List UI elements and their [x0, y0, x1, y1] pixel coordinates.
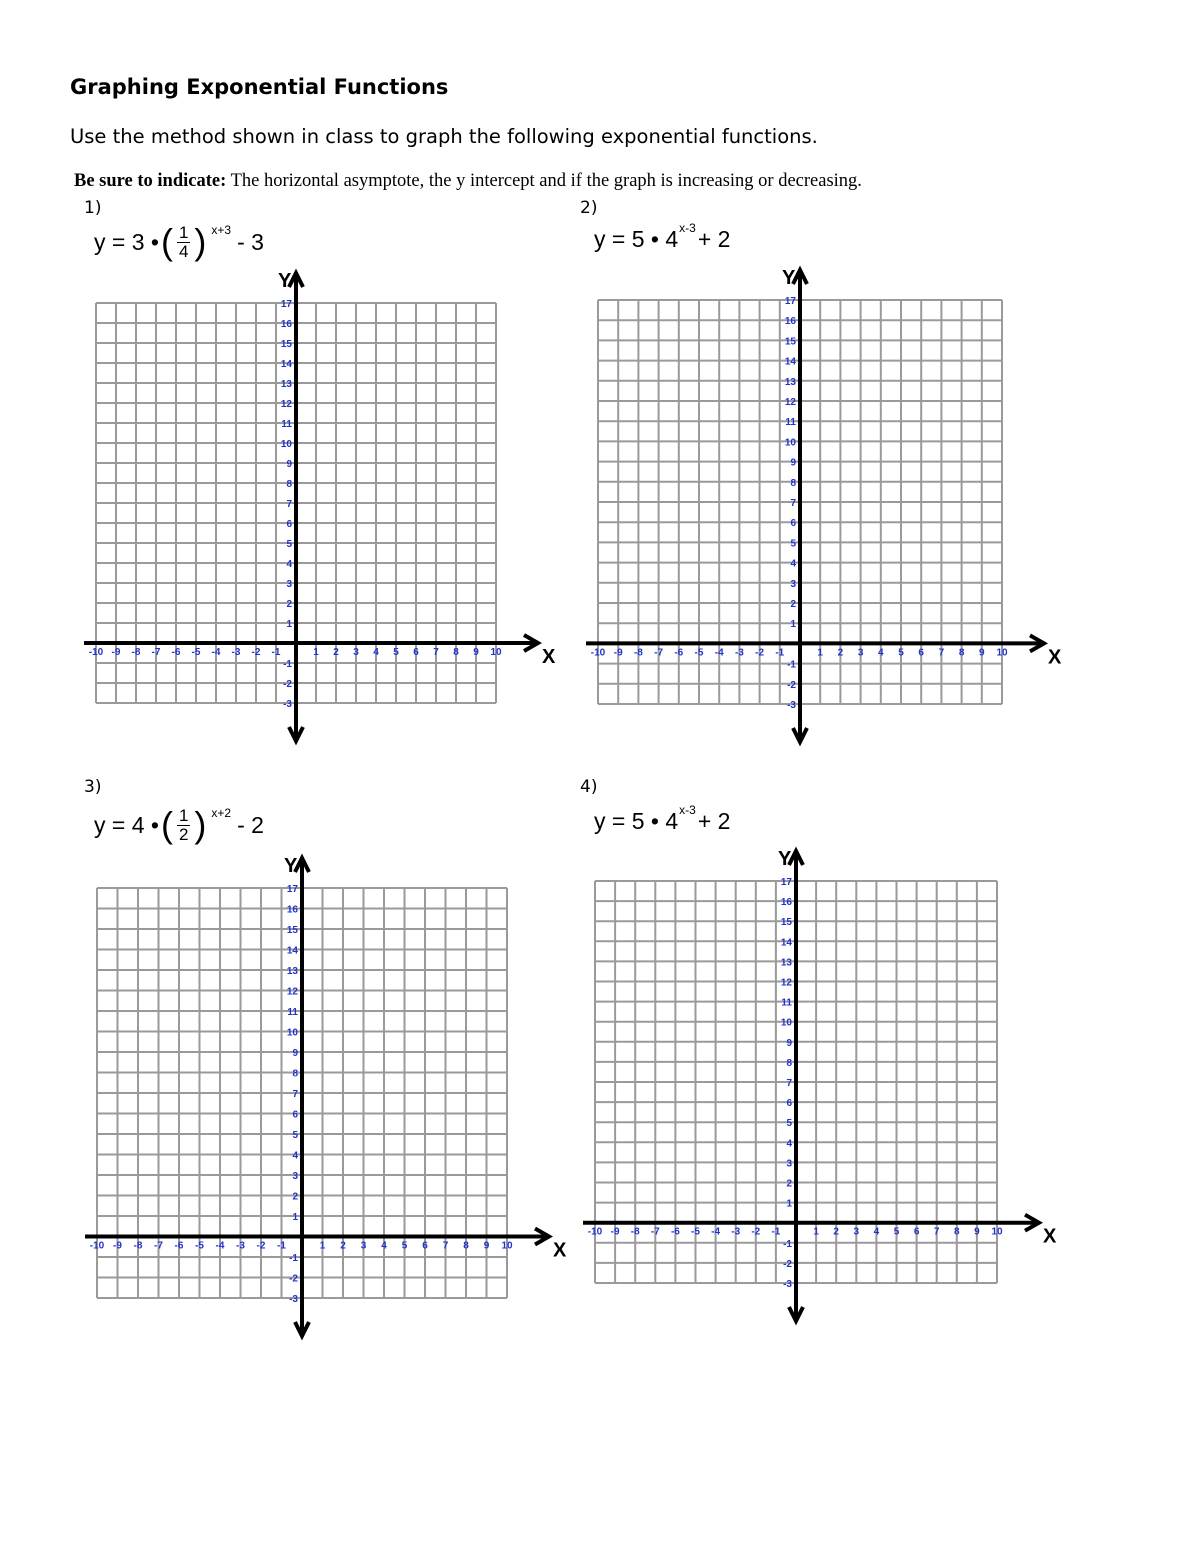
y-tick-label: -2 [783, 1258, 792, 1270]
y-tick-label: 13 [280, 379, 292, 390]
y-tick-label: 9 [292, 1048, 298, 1059]
x-tick-label: 10 [501, 1240, 513, 1252]
x-tick-label: 9 [974, 1226, 980, 1238]
y-tick-label: 16 [780, 897, 792, 909]
problem-number-2: 2) [580, 198, 598, 218]
equation-tail: - 3 [237, 228, 264, 255]
y-tick-label: 3 [292, 1171, 298, 1182]
y-tick-label: 8 [292, 1068, 298, 1080]
y-tick-label: -2 [787, 679, 796, 691]
x-axis-label: X [542, 646, 556, 668]
x-tick-label: 4 [873, 1226, 880, 1238]
equation-tail: + 2 [697, 808, 731, 834]
y-tick-label: -1 [289, 1253, 298, 1264]
right-paren: ) [194, 221, 207, 263]
x-tick-label: 6 [422, 1240, 428, 1252]
x-tick-label: -10 [89, 1240, 105, 1252]
x-tick-label: 1 [817, 647, 823, 659]
x-tick-label: -3 [231, 647, 241, 658]
y-tick-label: 13 [286, 966, 298, 977]
x-tick-label: -7 [151, 647, 161, 658]
x-tick-label: -1 [775, 647, 785, 659]
exponent: x-3 [679, 802, 696, 817]
x-tick-label: 10 [490, 647, 502, 658]
x-tick-label: 4 [878, 647, 884, 659]
x-tick-label: -5 [691, 1226, 700, 1238]
equation-tail: - 2 [237, 811, 264, 838]
x-tick-label: 3 [353, 647, 359, 658]
y-tick-label: -3 [783, 1279, 792, 1290]
y-tick-label: 14 [784, 356, 796, 368]
y-tick-label: 1 [292, 1212, 298, 1223]
exponent: x-3 [679, 220, 696, 235]
x-tick-label: 9 [473, 647, 479, 658]
x-tick-label: -10 [587, 1226, 603, 1238]
y-tick-label: 1 [286, 619, 292, 630]
y-tick-label: 15 [280, 339, 292, 350]
y-tick-label: 5 [786, 1118, 792, 1130]
y-tick-label: 3 [286, 579, 292, 590]
y-tick-label: -1 [283, 659, 292, 670]
y-tick-label: 7 [292, 1089, 298, 1100]
y-tick-label: 2 [790, 599, 796, 610]
y-tick-label: 16 [280, 319, 292, 330]
numerator: 1 [178, 223, 189, 242]
x-tick-label: 7 [442, 1240, 449, 1252]
y-tick-label: 10 [784, 437, 796, 449]
x-tick-label: -8 [633, 647, 643, 659]
y-tick-label: 9 [786, 1037, 792, 1049]
y-tick-label: 15 [784, 336, 796, 348]
equation-lhs: y = 5 • 4 [594, 226, 679, 252]
equation-tail: + 2 [697, 226, 731, 252]
graph-4 [576, 843, 1057, 1328]
y-tick-label: 5 [790, 538, 796, 550]
x-tick-label: -3 [236, 1240, 245, 1252]
x-tick-label: 10 [996, 647, 1008, 659]
y-tick-label: -1 [787, 659, 796, 671]
note-label: Be sure to indicate: [74, 171, 227, 191]
exponent: x+2 [211, 806, 232, 821]
x-tick-label: -5 [191, 647, 201, 658]
y-tick-label: -3 [787, 700, 796, 711]
x-tick-label: -1 [271, 647, 281, 658]
equation-lhs: y = 3 • [94, 228, 159, 255]
y-tick-label: -1 [783, 1238, 792, 1250]
y-tick-label: -3 [283, 699, 292, 710]
y-tick-label: 2 [286, 599, 292, 610]
y-tick-label: 5 [292, 1130, 298, 1141]
right-paren: ) [194, 804, 207, 846]
y-axis-label: Y [778, 848, 792, 870]
x-tick-label: 5 [393, 647, 399, 658]
y-tick-label: 9 [790, 457, 796, 469]
equation-lhs: y = 5 • 4 [594, 808, 679, 834]
fraction [177, 807, 190, 844]
y-tick-label: 7 [286, 499, 292, 510]
denominator: 4 [178, 241, 189, 261]
x-tick-label: 5 [401, 1240, 408, 1252]
x-tick-label: 8 [463, 1240, 469, 1252]
x-tick-label: -8 [133, 1240, 143, 1252]
y-tick-label: 8 [790, 477, 796, 489]
x-tick-label: -6 [174, 1240, 184, 1252]
y-tick-label: 1 [786, 1198, 792, 1210]
worksheet-title: Graphing Exponential Functions [70, 75, 449, 99]
x-tick-label: -2 [755, 647, 765, 659]
y-tick-label: 4 [786, 1138, 792, 1150]
equation-1 [94, 221, 264, 263]
x-tick-label: 6 [413, 647, 419, 658]
y-tick-label: 3 [786, 1158, 792, 1170]
x-tick-label: -6 [670, 1226, 680, 1238]
x-tick-label: -5 [694, 647, 704, 659]
y-tick-label: 6 [786, 1098, 792, 1110]
x-tick-label: 1 [313, 647, 319, 658]
y-tick-label: 11 [785, 417, 796, 429]
x-tick-label: 5 [893, 1226, 900, 1238]
fraction [177, 224, 190, 261]
y-axis-label: Y [284, 855, 298, 877]
x-tick-label: 1 [319, 1240, 326, 1252]
x-tick-label: 7 [433, 647, 439, 658]
equation-3 [94, 804, 264, 846]
y-tick-label: 11 [287, 1007, 298, 1018]
note [74, 171, 862, 192]
y-tick-label: 10 [780, 1017, 792, 1029]
x-tick-label: 8 [958, 647, 965, 659]
y-tick-label: 10 [286, 1027, 298, 1039]
left-paren: ( [160, 804, 173, 846]
y-tick-label: 7 [786, 1078, 792, 1089]
y-tick-label: 6 [286, 519, 292, 530]
x-tick-label: 6 [913, 1226, 920, 1238]
x-tick-label: -4 [714, 647, 724, 659]
y-tick-label: 4 [790, 558, 796, 570]
x-tick-label: -2 [256, 1240, 266, 1252]
x-tick-label: 3 [853, 1226, 860, 1238]
y-tick-label: 16 [286, 904, 298, 916]
y-tick-label: 14 [280, 359, 292, 370]
x-tick-label: -1 [277, 1240, 286, 1252]
y-tick-label: 15 [286, 925, 298, 936]
x-tick-label: -2 [251, 647, 261, 658]
x-tick-label: 2 [340, 1240, 346, 1252]
y-tick-label: 16 [784, 316, 796, 328]
x-tick-label: 3 [857, 647, 864, 659]
y-tick-label: 3 [790, 578, 796, 590]
x-tick-label: -8 [131, 647, 141, 658]
x-tick-label: 2 [333, 647, 339, 658]
x-tick-label: 9 [979, 647, 985, 659]
y-tick-label: 15 [780, 917, 792, 929]
x-tick-label: -1 [771, 1226, 781, 1238]
left-paren: ( [160, 221, 173, 263]
x-tick-label: -7 [650, 1226, 660, 1238]
x-tick-label: -3 [731, 1226, 741, 1238]
y-tick-label: 4 [286, 559, 292, 570]
y-tick-label: 2 [786, 1178, 792, 1190]
x-tick-label: -5 [195, 1240, 204, 1252]
denominator: 2 [178, 824, 189, 844]
x-axis-label: X [1043, 1225, 1057, 1248]
x-axis-label: X [1048, 646, 1062, 669]
problem-number-4: 4) [580, 777, 598, 797]
x-tick-label: -9 [613, 647, 623, 659]
x-tick-label: 6 [918, 647, 924, 659]
y-tick-label: 1 [790, 619, 796, 631]
y-tick-label: 13 [780, 957, 792, 969]
equation-lhs: y = 4 • [94, 811, 159, 838]
y-tick-label: 11 [781, 997, 792, 1009]
y-tick-label: 11 [281, 419, 292, 430]
x-tick-label: 9 [483, 1240, 490, 1252]
y-axis-label: Y [278, 270, 292, 292]
graph-3 [80, 850, 567, 1340]
x-tick-label: 8 [453, 647, 459, 658]
y-tick-label: 14 [286, 945, 298, 957]
y-tick-label: 8 [286, 479, 292, 490]
problem-number-3: 3) [84, 777, 102, 797]
y-tick-label: 6 [292, 1109, 298, 1121]
x-tick-label: -7 [654, 647, 664, 659]
note-text: The horizontal asymptote, the y intercept and if the graph is increasing or decreasing. [230, 171, 862, 191]
x-tick-label: 1 [813, 1226, 819, 1238]
y-tick-label: 8 [786, 1057, 792, 1069]
graph-2 [578, 262, 1062, 747]
x-tick-label: 2 [833, 1226, 839, 1238]
x-tick-label: -6 [674, 647, 684, 659]
y-tick-label: 10 [280, 439, 292, 450]
y-tick-label: 5 [286, 539, 292, 550]
x-tick-label: -6 [171, 647, 181, 658]
problem-number-1: 1) [84, 198, 102, 218]
x-tick-label: -4 [211, 647, 221, 658]
x-tick-label: -2 [751, 1226, 761, 1238]
x-tick-label: 8 [954, 1226, 960, 1238]
y-tick-label: 9 [286, 459, 292, 470]
y-tick-label: 6 [790, 518, 796, 530]
x-tick-label: -9 [111, 647, 121, 658]
equation-4 [594, 802, 731, 835]
y-tick-label: 13 [784, 376, 796, 388]
x-tick-label: -9 [113, 1240, 122, 1252]
x-tick-label: 10 [991, 1226, 1003, 1238]
exponent: x+3 [211, 223, 232, 238]
x-tick-label: -8 [630, 1226, 640, 1238]
x-tick-label: -4 [711, 1226, 721, 1238]
x-tick-label: -10 [88, 647, 104, 658]
y-tick-label: 14 [780, 937, 792, 949]
y-tick-label: 12 [280, 399, 292, 410]
x-tick-label: 3 [360, 1240, 367, 1252]
y-tick-label: 17 [784, 296, 796, 307]
y-axis-label: Y [782, 267, 796, 289]
instructions: Use the method shown in class to graph the following exponential functions. [70, 125, 818, 148]
y-tick-label: 17 [280, 299, 292, 310]
x-tick-label: 5 [898, 647, 904, 659]
x-tick-label: 2 [837, 647, 844, 659]
x-tick-label: 4 [373, 647, 379, 658]
x-tick-label: -7 [154, 1240, 163, 1252]
equation-2 [594, 220, 731, 253]
numerator: 1 [178, 806, 189, 825]
y-tick-label: 2 [292, 1191, 298, 1203]
x-tick-label: -4 [215, 1240, 225, 1252]
x-tick-label: 4 [381, 1240, 387, 1252]
x-axis-label: X [553, 1239, 567, 1262]
y-tick-label: 4 [292, 1150, 298, 1162]
y-tick-label: -2 [283, 679, 292, 690]
y-tick-label: 17 [780, 877, 792, 888]
x-tick-label: 7 [933, 1226, 940, 1238]
x-tick-label: -9 [610, 1226, 620, 1238]
y-tick-label: 17 [286, 884, 298, 895]
graph-1 [80, 265, 556, 745]
y-tick-label: -3 [289, 1294, 298, 1305]
y-tick-label: -2 [289, 1273, 298, 1285]
y-tick-label: 12 [286, 986, 298, 998]
x-tick-label: -10 [590, 647, 606, 659]
y-tick-label: 7 [790, 498, 796, 509]
y-tick-label: 12 [780, 977, 792, 989]
x-tick-label: 7 [938, 647, 945, 659]
y-tick-label: 12 [784, 397, 796, 408]
x-tick-label: -3 [734, 647, 744, 659]
